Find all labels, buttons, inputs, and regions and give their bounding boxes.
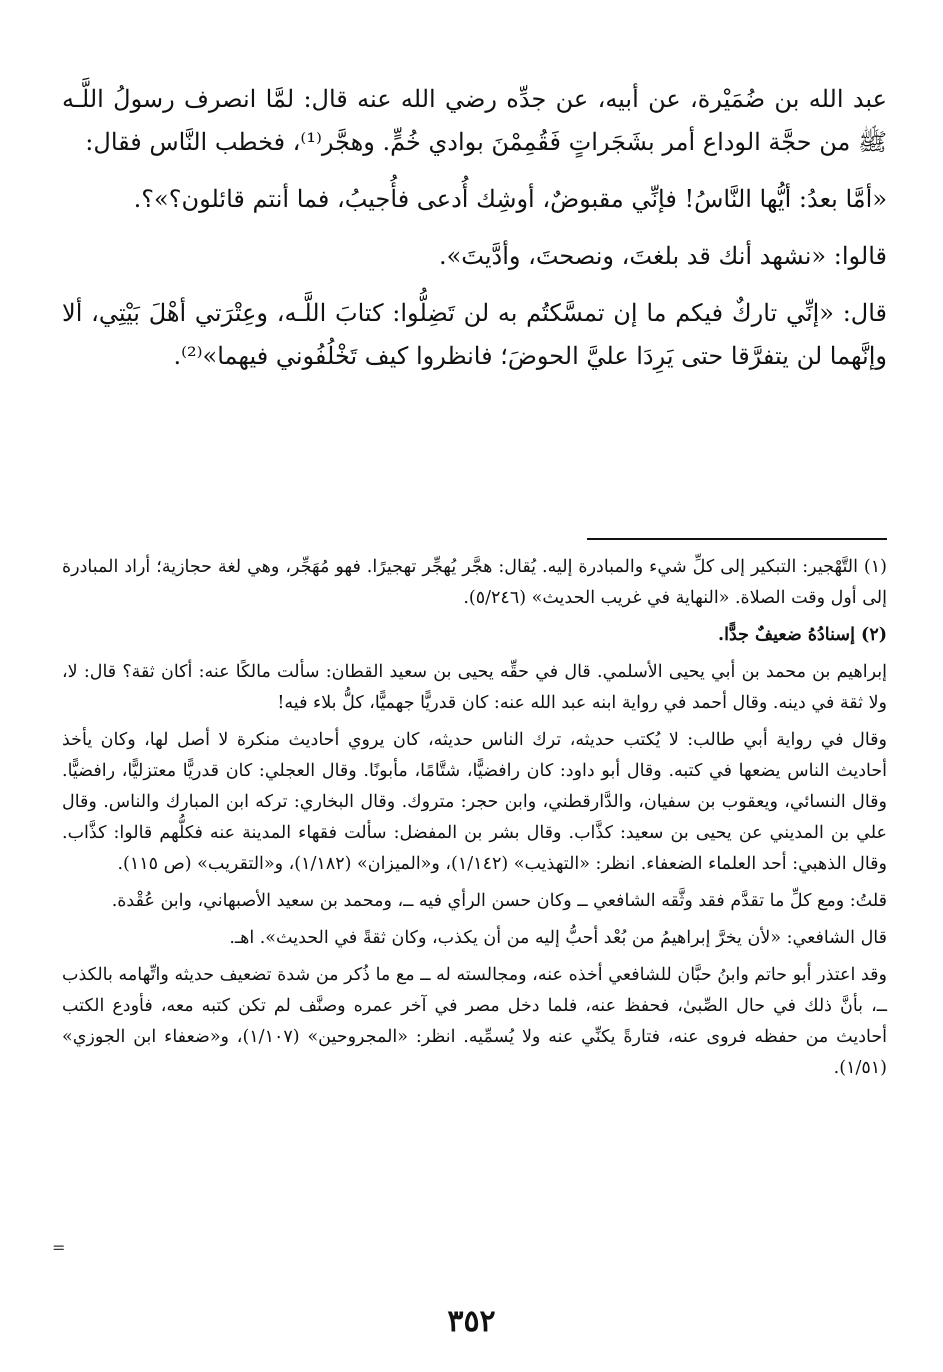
main-paragraph: قالوا: «نشهد أنك قد بلغتَ، ونصحتَ، وأدَّيتَ». — [438, 242, 887, 270]
footnote-divider — [587, 538, 887, 540]
footnote-paragraph: قلتُ: ومع كلِّ ما تقدَّم فقد وثَّقه الشافعي ــ وكان حسن الرأي فيه ــ، ومحمد بن سعيد الأصبهاني، وابن عُقْدة. — [111, 891, 887, 911]
hadith-quote: «أمَّا بعدُ: أيُّها النَّاسُ! فإنِّي مقبوضٌ، أوشِك أُدعى فأُجيبُ، فما أنتم قائلون؟»؟. — [133, 185, 887, 213]
footnote-paragraph: وقال في رواية أبي طالب: لا يُكتب حديثه، ترك الناس حديثه، كان يروي أحاديث منكرة لا أصل لها، وكان يأخذ أحاديث الناس يضعها في كتبه. وقال أبو داود: كان رافضيًّا، شتَّامًا، مأبونًا. وقال العجلي: كان قدريًّا معتزليًّا، رافضيًّا. وقال النسائي، ويعقوب بن سفيان، والدَّارقطني، وابن حجر: متروك. وقال البخاري: تركه ابن المبارك والناس. وقال علي بن المديني عن يحيى بن سعيد: كذَّاب. وقال بشر بن المفضل: سألت فقهاء المدينة عنه فكلُّهم قالوا: كذَّاب. وقال الذهبي: أحد العلماء الضعفاء. انظر: «التهذيب» (١/١٤٢)، و«الميزان» (١/١٨٢)، و«التقريب» (ص ١١٥). — [62, 730, 887, 874]
page-number: ٣٥٢ — [447, 1304, 496, 1339]
footnotes — [62, 552, 887, 1090]
footnote-1: (١) التَّهْجير: التبكير إلى كلِّ شيء والمبادرة إليه. يُقال: هجَّر يُهجِّر تهجيرًا. فهو مُهَجِّر، وهي لغة حجازية؛ أراد المبادرة إلى أول وقت الصلاة. «النهاية في غريب الحديث» (٥/٢٤٦). — [62, 557, 887, 608]
footnote-2: (٢) إسنادُهُ ضعيفٌ جدًّا. — [717, 625, 887, 645]
main-paragraph: عبد الله بن ضُمَيْرة، عن أبيه، عن جدِّه رضي الله عنه قال: لمَّا انصرف رسولُ اللَّـه ﷺ من حجَّة الوداع أمر بشَجَراتٍ فَقُمِمْنَ بوادي خُمٍّ. وهجَّر⁽¹⁾، فخطب النَّاس فقال: — [62, 85, 887, 156]
footnote-paragraph: إبراهيم بن محمد بن أبي يحيى الأسلمي. قال في حقِّه يحيى بن سعيد القطان: سألت مالكًا عنه: أكان ثقة؟ قال: لا، ولا ثقة في دينه. وقال أحمد في رواية ابنه عبد الله عنه: كان قدريًّا جهميًّا، كلُّ بلاء فيه! — [62, 662, 887, 713]
footnote-paragraph: وقد اعتذر أبو حاتم وابنُ حبَّان للشافعي أخذه عنه، ومجالسته له ــ مع ما ذُكر من شدة تضعيف حديثه واتِّهامه بالكذب ــ، بأنَّ ذلك في حال الصِّبىٰ، فحفظ عنه، فلما دخل مصر في آخر عمره وصنَّف لم تكن كتبه معه، فأودع الكتب أحاديث من حفظه فروى عنه، فتارةً يكنِّي عنه ولا يُسمِّيه. انظر: «المجروحين» (١/١٠٧)، و«ضعفاء ابن الجوزي» (١/٥١). — [62, 965, 887, 1078]
main-text — [62, 78, 887, 392]
continuation-mark: = — [52, 1238, 66, 1257]
hadith-quote: قال: «إنِّي تاركٌ فيكم ما إن تمسَّكتُم به لن تَضِلُّوا: كتابَ اللَّـه، وعِتْرَتي أهْلَ بَيْتِي، ألا وإنَّهما لن يتفرَّقا حتى يَرِدَا عليَّ الحوضَ؛ فانظروا كيف تَخْلُفُوني فيهما»⁽²⁾. — [62, 299, 888, 370]
footnote-paragraph: قال الشافعي: «لأن يخرَّ إبراهيمُ من بُعْد أحبُّ إليه من أن يكذب، وكان ثقةً في الحديث». اهـ. — [229, 928, 887, 948]
